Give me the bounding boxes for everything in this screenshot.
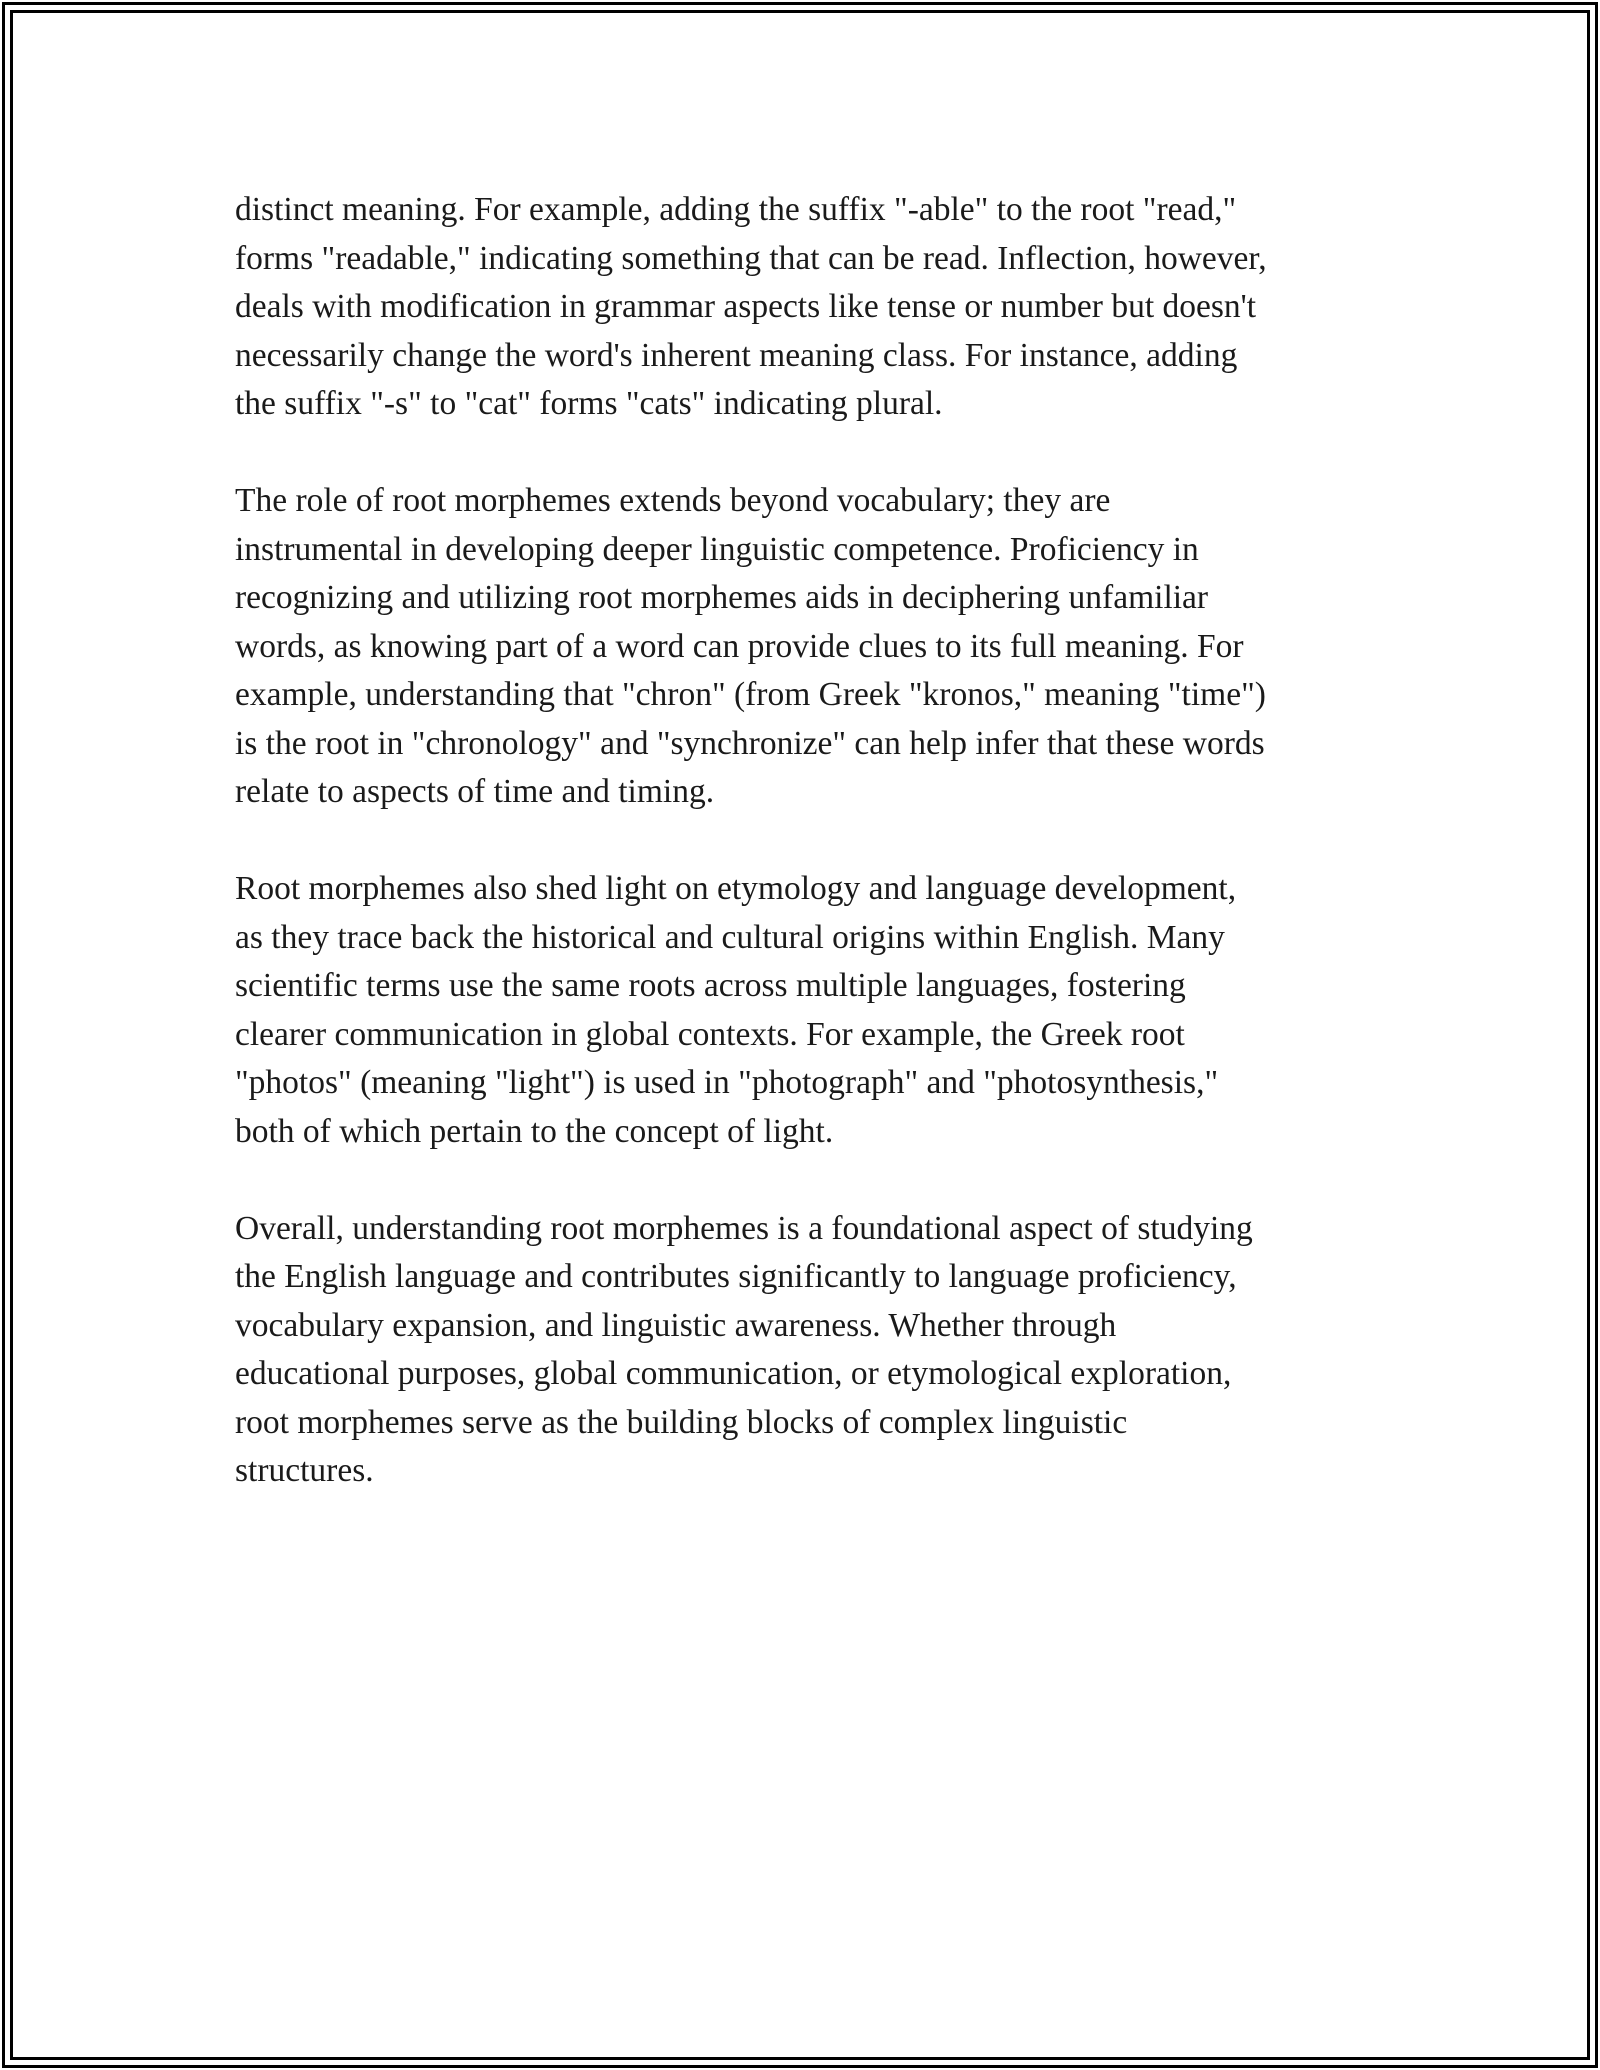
document-body: [235, 186, 1385, 1544]
paragraph-etymology: Root morphemes also shed light on etymology and language development, as they trace back the historical and cultural origins within English. Many scientific terms use the same roots across multiple languages, fostering clearer communication in global contexts. For example, the Greek root "photos" (meaning "light") is used in "photograph" and "photosynthesis," both of which pertain to the concept of light.: [235, 870, 1237, 1150]
paragraph-morphology-inflection: distinct meaning. For example, adding the suffix "-able" to the root "read," forms "readable," indicating something that can be read. Inflection, however, deals with modification in grammar aspects like tense or number but doesn't necessarily change the word's inherent meaning class. For instance, adding the suffix "-s" to "cat" forms "cats" indicating plural.: [235, 191, 1267, 422]
paragraph-conclusion: Overall, understanding root morphemes is a foundational aspect of studying the English language and contributes significantly to language proficiency, vocabulary expansion, and linguistic awareness. Whether through educational purposes, global communication, or etymological exploration, root morphemes serve as the building blocks of complex linguistic structures.: [235, 1209, 1253, 1489]
paragraph-root-morphemes-role: The role of root morphemes extends beyond vocabulary; they are instrumental in developing deeper linguistic competence. Proficiency in recognizing and utilizing root morphemes aids in deciphering unfamiliar words, as knowing part of a word can provide clues to its full meaning. For example, understanding that "chron" (from Greek "kronos," meaning "time") is the root in "chronology" and "synchronize" can help infer that these words relate to aspects of time and timing.: [235, 482, 1266, 810]
